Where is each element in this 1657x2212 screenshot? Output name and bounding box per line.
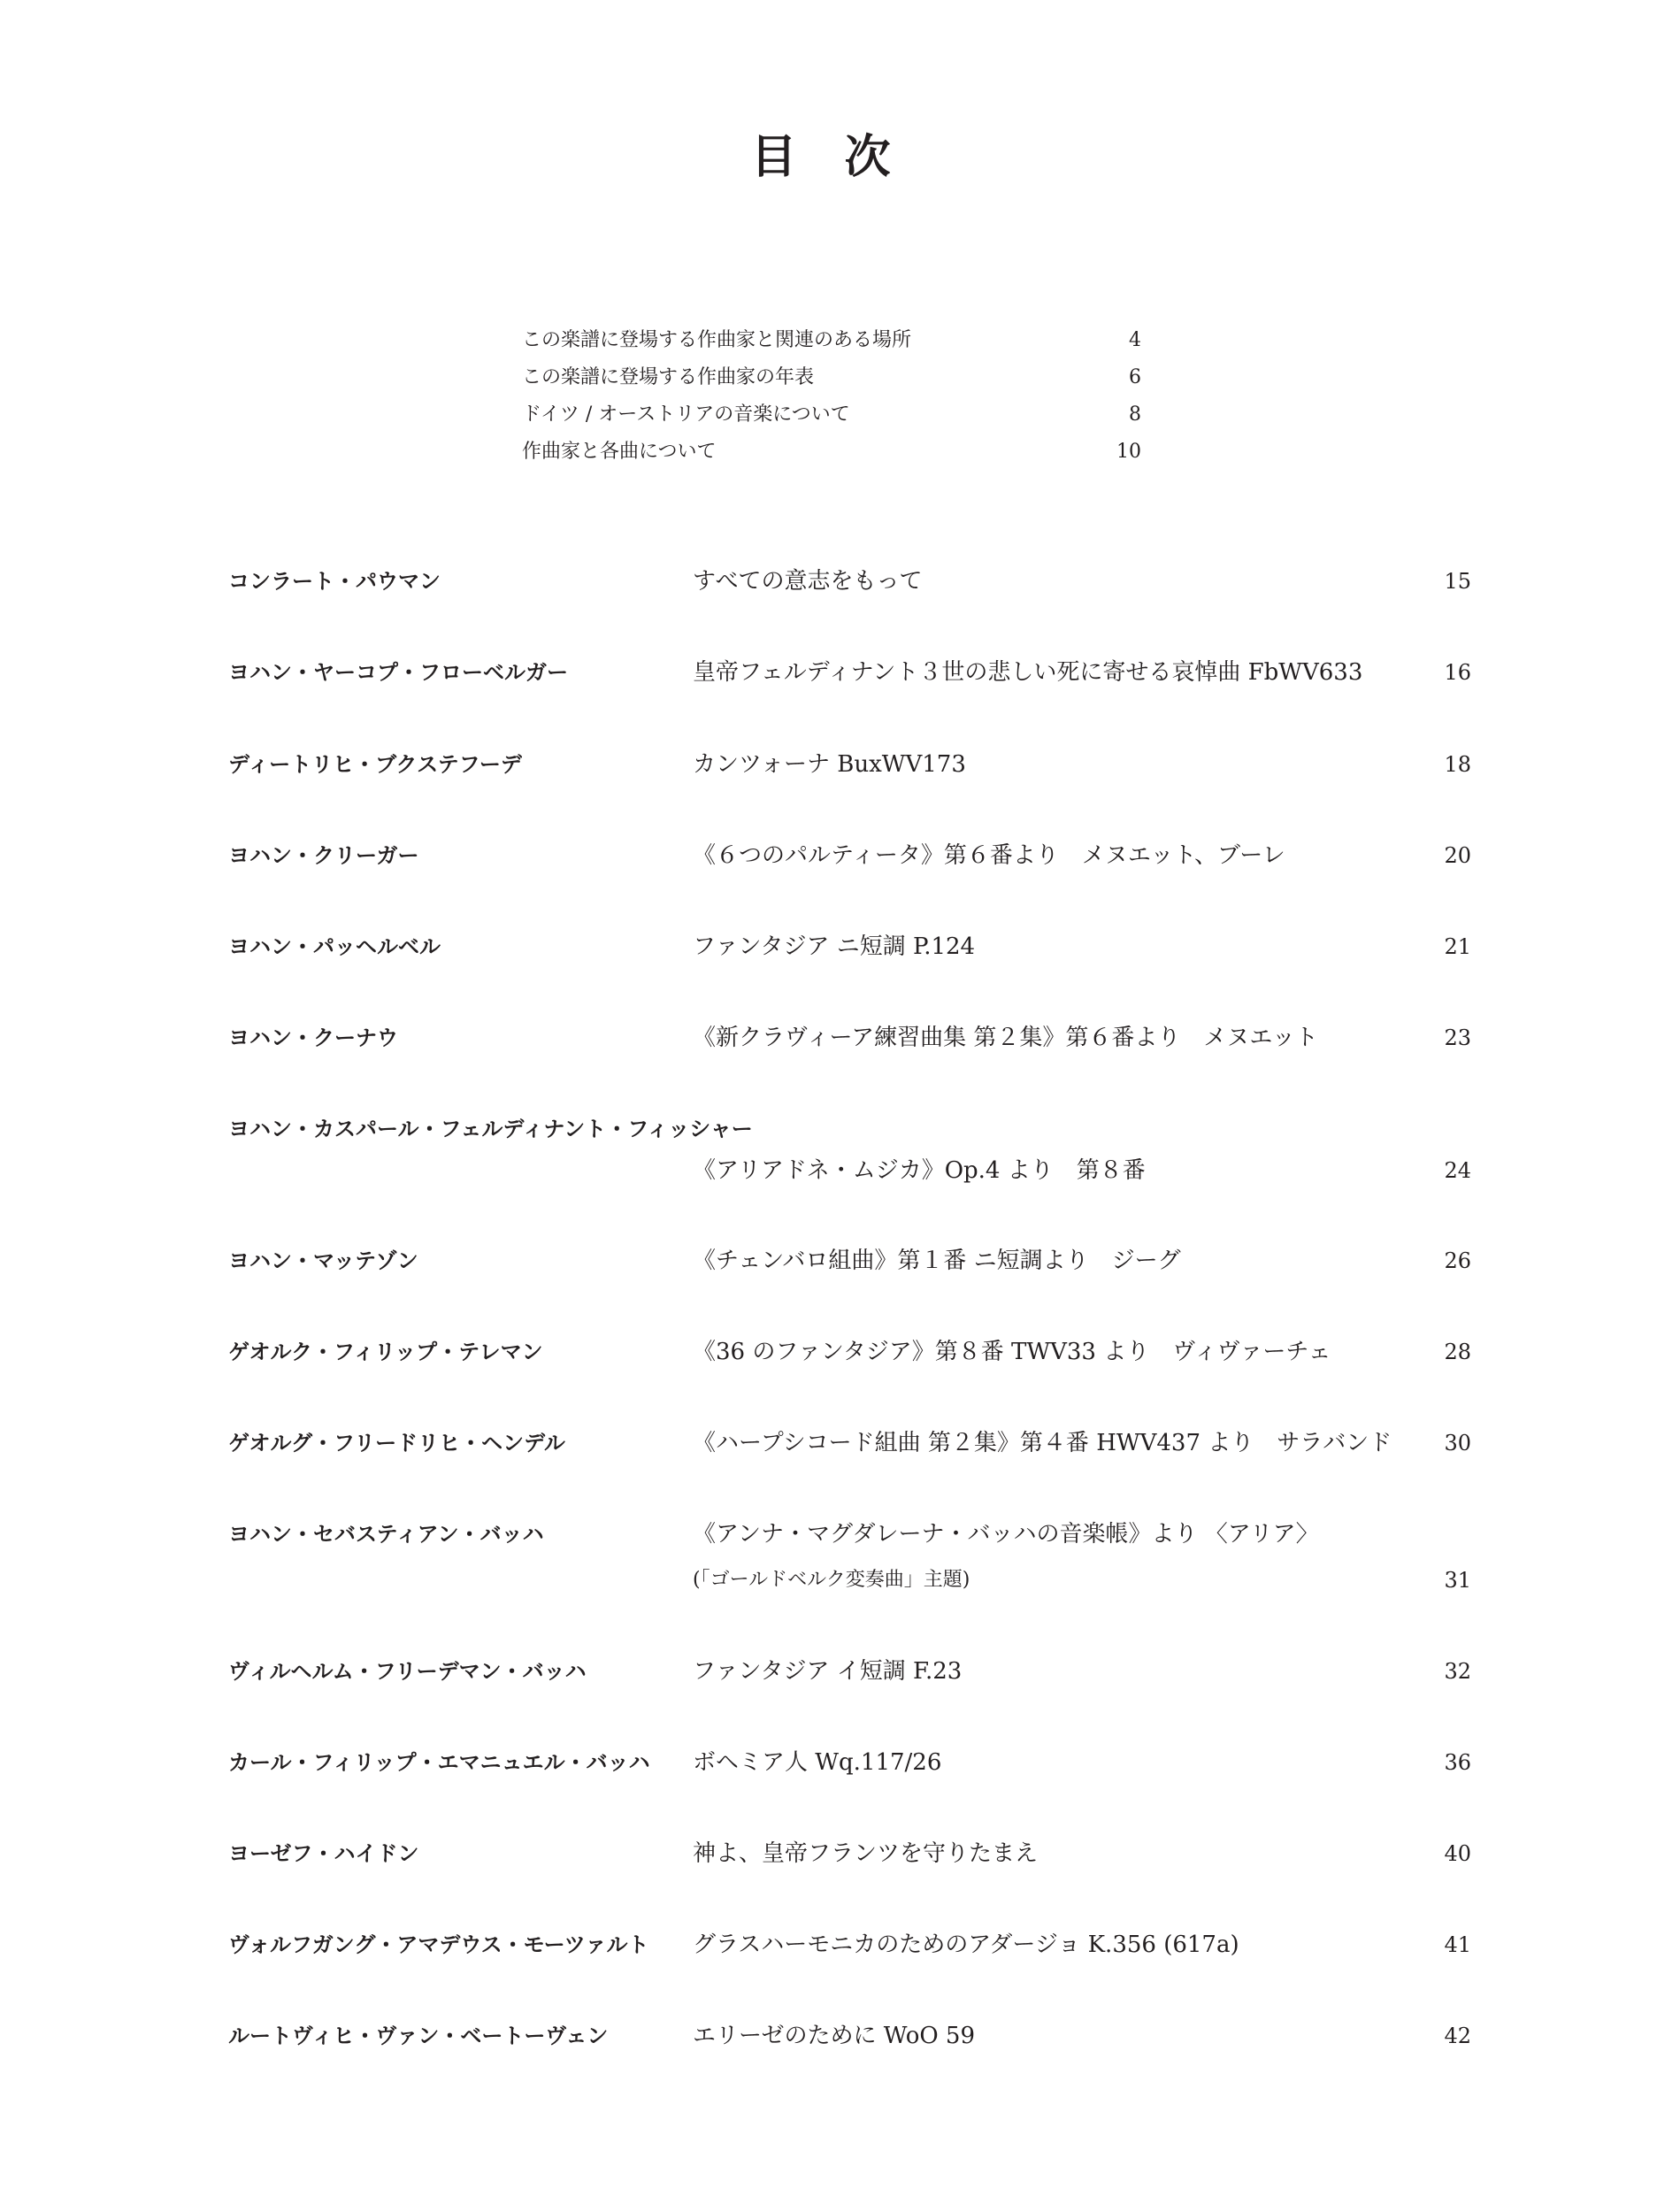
piece-title: 皇帝フェルディナント３世の悲しい死に寄せる哀悼曲 FbWV633 xyxy=(693,659,1363,686)
piece-title: 神よ、皇帝フランツを守りたまえ xyxy=(693,1840,1039,1867)
intro-item-label: この楽譜に登場する作曲家の年表 xyxy=(522,366,815,388)
page-number: 41 xyxy=(1444,1932,1471,1957)
piece-title: 《ハープシコード組曲 第２集》第４番 HWV437 より サラバンド xyxy=(693,1430,1392,1456)
piece-title: 《アンナ・マグダレーナ・バッハの音楽帳》より 〈アリア〉 xyxy=(693,1521,1319,1548)
page-number: 20 xyxy=(1444,843,1471,868)
page-number: 30 xyxy=(1444,1431,1471,1455)
composer-name: ヴォルフガング・アマデウス・モーツァルト xyxy=(228,1932,649,1957)
piece-title: すべての意志をもって xyxy=(693,568,923,595)
composer-name: ヴィルヘルム・フリーデマン・バッハ xyxy=(228,1658,587,1684)
page-number: 40 xyxy=(1444,1841,1471,1866)
composer-name: ヨハン・カスパール・フェルディナント・フィッシャー xyxy=(228,1116,753,1141)
piece-title: ボヘミア人 Wq.117/26 xyxy=(693,1749,942,1776)
piece-title: ファンタジア ニ短調 P.124 xyxy=(693,933,976,960)
composer-name: ゲオルグ・フリードリヒ・ヘンデル xyxy=(228,1430,565,1455)
intro-item xyxy=(522,365,1141,402)
composer-name: ヨハン・クリーガー xyxy=(228,842,419,868)
intro-item-page: 10 xyxy=(1116,441,1141,463)
piece-title: ファンタジア イ短調 F.23 xyxy=(693,1658,963,1685)
intro-item-page: 8 xyxy=(1129,403,1141,426)
composer-name: ヨーゼフ・ハイドン xyxy=(228,1840,419,1866)
piece-title: 《６つのパルティータ》第６番より メヌエット、ブーレ xyxy=(693,842,1285,869)
page-number: 24 xyxy=(1444,1158,1471,1183)
intro-item-label: 作曲家と各曲について xyxy=(522,441,717,463)
piece-title: エリーゼのために WoO 59 xyxy=(693,2023,976,2049)
page-number: 42 xyxy=(1444,2024,1471,2048)
piece-subtitle: (「ゴールドベルク変奏曲」主題) xyxy=(693,1569,970,1591)
composer-name: コンラート・パウマン xyxy=(228,568,441,594)
piece-title: 《アリアドネ・ムジカ》Op.4 より 第８番 xyxy=(693,1157,1146,1184)
page-title: 目 次 xyxy=(750,131,907,184)
intro-item-page: 6 xyxy=(1129,366,1141,388)
intro-item-label: ドイツ / オーストリアの音楽について xyxy=(522,403,850,426)
intro-item xyxy=(522,402,1141,439)
page-number: 15 xyxy=(1444,569,1471,594)
composer-name: ディートリヒ・ブクステフーデ xyxy=(228,751,522,777)
intro-item-label: この楽譜に登場する作曲家と関連のある場所 xyxy=(522,329,912,351)
page-number: 28 xyxy=(1444,1340,1471,1364)
piece-title: 《新クラヴィーア練習曲集 第２集》第６番より メヌエット xyxy=(693,1025,1318,1051)
page-number: 21 xyxy=(1444,934,1471,959)
intro-item xyxy=(522,439,1141,476)
page-number: 31 xyxy=(1444,1568,1471,1593)
piece-title: カンツォーナ BuxWV173 xyxy=(693,751,966,778)
composer-name: ゲオルク・フィリップ・テレマン xyxy=(228,1339,543,1364)
intro-list xyxy=(522,327,1141,476)
piece-title: 《36 のファンタジア》第８番 TWV33 より ヴィヴァーチェ xyxy=(693,1339,1331,1365)
composer-name: ヨハン・パッヘルベル xyxy=(228,933,441,959)
page-number: 23 xyxy=(1444,1025,1471,1050)
intro-item-page: 4 xyxy=(1129,329,1141,351)
page-number: 36 xyxy=(1444,1750,1471,1775)
page-number: 16 xyxy=(1444,660,1471,685)
page-number: 32 xyxy=(1444,1659,1471,1684)
page-number: 26 xyxy=(1444,1248,1471,1273)
intro-item xyxy=(522,327,1141,365)
composer-name: ヨハン・クーナウ xyxy=(228,1025,398,1050)
composer-name: カール・フィリップ・エマニュエル・バッハ xyxy=(228,1749,650,1775)
page-number: 18 xyxy=(1444,752,1471,777)
composer-name: ヨハン・ヤーコプ・フローベルガー xyxy=(228,659,568,685)
composer-name: ルートヴィヒ・ヴァン・ベートーヴェン xyxy=(228,2023,609,2048)
piece-title: 《チェンバロ組曲》第１番 ニ短調より ジーグ xyxy=(693,1248,1181,1274)
composer-name: ヨハン・セバスティアン・バッハ xyxy=(228,1521,544,1547)
composer-name: ヨハン・マッテゾン xyxy=(228,1248,418,1273)
piece-title: グラスハーモニカのためのアダージョ K.356 (617a) xyxy=(693,1932,1239,1958)
